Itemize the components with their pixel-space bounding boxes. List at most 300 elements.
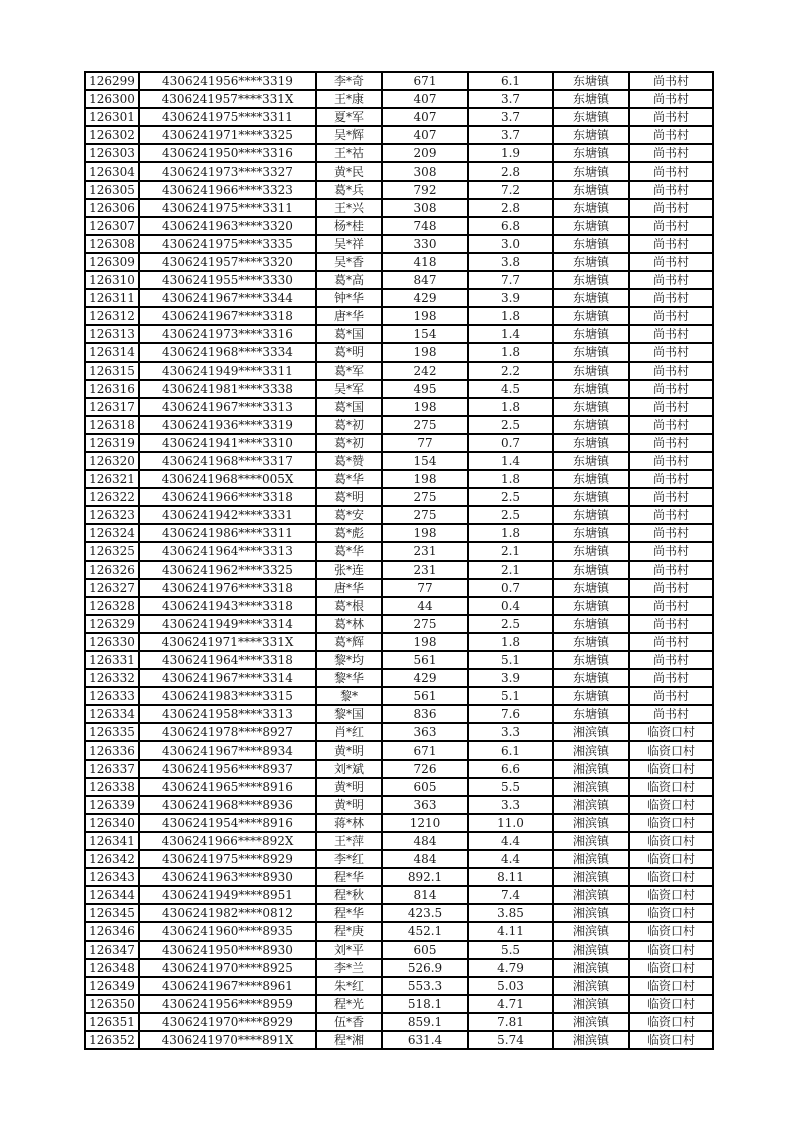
cell-serial-number: 126335 [85,723,139,741]
records-table-body [85,72,713,1049]
cell-area: 6.1 [468,72,553,90]
cell-village: 临资口村 [629,814,713,832]
cell-serial-number: 126345 [85,904,139,922]
cell-area: 11.0 [468,814,553,832]
table-row [85,633,713,651]
cell-area: 1.4 [468,325,553,343]
cell-id-number: 4306241986****3311 [139,524,316,542]
cell-id-number: 4306241975****3335 [139,235,316,253]
cell-area: 1.8 [468,470,553,488]
cell-id-number: 4306241966****892X [139,832,316,850]
cell-serial-number: 126351 [85,1013,139,1031]
cell-serial-number: 126337 [85,760,139,778]
cell-serial-number: 126321 [85,470,139,488]
cell-serial-number: 126348 [85,959,139,977]
cell-person-name: 钟*华 [316,289,382,307]
cell-area: 3.3 [468,723,553,741]
cell-area: 2.8 [468,162,553,180]
cell-town: 东塘镇 [553,235,629,253]
cell-town: 东塘镇 [553,633,629,651]
cell-person-name: 程*光 [316,995,382,1013]
cell-serial-number: 126316 [85,380,139,398]
cell-person-name: 黄*明 [316,778,382,796]
cell-town: 东塘镇 [553,199,629,217]
cell-amount: 748 [382,217,468,235]
cell-amount: 308 [382,199,468,217]
cell-village: 尚书村 [629,434,713,452]
cell-town: 湘滨镇 [553,760,629,778]
cell-area: 4.79 [468,959,553,977]
cell-person-name: 唐*华 [316,307,382,325]
cell-town: 东塘镇 [553,416,629,434]
cell-person-name: 李*兰 [316,959,382,977]
cell-town: 湘滨镇 [553,959,629,977]
cell-town: 东塘镇 [553,289,629,307]
cell-amount: 275 [382,416,468,434]
cell-amount: 429 [382,289,468,307]
cell-area: 3.7 [468,126,553,144]
cell-area: 2.5 [468,416,553,434]
cell-area: 2.5 [468,615,553,633]
cell-village: 临资口村 [629,904,713,922]
cell-town: 湘滨镇 [553,778,629,796]
cell-amount: 363 [382,723,468,741]
table-row [85,307,713,325]
cell-serial-number: 126300 [85,90,139,108]
cell-area: 1.8 [468,398,553,416]
cell-serial-number: 126343 [85,868,139,886]
cell-serial-number: 126338 [85,778,139,796]
cell-village: 临资口村 [629,868,713,886]
cell-village: 临资口村 [629,959,713,977]
cell-serial-number: 126317 [85,398,139,416]
cell-amount: 526.9 [382,959,468,977]
cell-id-number: 4306241950****8930 [139,941,316,959]
cell-area: 5.1 [468,651,553,669]
cell-town: 东塘镇 [553,470,629,488]
cell-village: 尚书村 [629,199,713,217]
cell-person-name: 黎* [316,687,382,705]
cell-amount: 671 [382,741,468,759]
cell-id-number: 4306241963****3320 [139,217,316,235]
cell-person-name: 葛*初 [316,416,382,434]
cell-id-number: 4306241949****8951 [139,886,316,904]
cell-serial-number: 126328 [85,597,139,615]
cell-id-number: 4306241962****3325 [139,561,316,579]
cell-person-name: 黎*均 [316,651,382,669]
cell-serial-number: 126303 [85,144,139,162]
cell-amount: 242 [382,362,468,380]
cell-town: 东塘镇 [553,434,629,452]
cell-serial-number: 126325 [85,542,139,560]
cell-village: 临资口村 [629,1031,713,1049]
cell-town: 东塘镇 [553,162,629,180]
table-row [85,669,713,687]
cell-village: 尚书村 [629,579,713,597]
cell-person-name: 葛*明 [316,488,382,506]
table-row [85,705,713,723]
cell-amount: 330 [382,235,468,253]
cell-id-number: 4306241960****8935 [139,922,316,940]
cell-town: 东塘镇 [553,362,629,380]
cell-id-number: 4306241942****3331 [139,506,316,524]
cell-area: 0.4 [468,597,553,615]
cell-amount: 452.1 [382,922,468,940]
cell-person-name: 程*华 [316,904,382,922]
cell-person-name: 葛*军 [316,362,382,380]
cell-serial-number: 126306 [85,199,139,217]
cell-area: 3.7 [468,108,553,126]
cell-id-number: 4306241967****3313 [139,398,316,416]
cell-village: 尚书村 [629,108,713,126]
cell-village: 尚书村 [629,325,713,343]
cell-area: 2.8 [468,199,553,217]
table-row [85,1031,713,1049]
cell-village: 尚书村 [629,289,713,307]
table-row [85,904,713,922]
records-table [84,71,714,1050]
cell-person-name: 伍*香 [316,1013,382,1031]
cell-person-name: 程*湘 [316,1031,382,1049]
cell-amount: 154 [382,452,468,470]
cell-area: 1.4 [468,452,553,470]
table-row [85,796,713,814]
cell-id-number: 4306241968****3317 [139,452,316,470]
cell-person-name: 葛*华 [316,470,382,488]
cell-area: 2.5 [468,506,553,524]
cell-area: 4.4 [468,850,553,868]
cell-area: 2.1 [468,561,553,579]
cell-serial-number: 126315 [85,362,139,380]
cell-village: 临资口村 [629,977,713,995]
cell-area: 3.9 [468,289,553,307]
table-row [85,144,713,162]
cell-serial-number: 126332 [85,669,139,687]
cell-person-name: 黎*国 [316,705,382,723]
table-row [85,579,713,597]
cell-person-name: 葛*根 [316,597,382,615]
cell-person-name: 张*连 [316,561,382,579]
cell-id-number: 4306241982****0812 [139,904,316,922]
table-row [85,561,713,579]
cell-id-number: 4306241967****3314 [139,669,316,687]
cell-village: 尚书村 [629,253,713,271]
cell-serial-number: 126301 [85,108,139,126]
cell-area: 3.3 [468,796,553,814]
cell-town: 东塘镇 [553,524,629,542]
cell-serial-number: 126327 [85,579,139,597]
table-row [85,506,713,524]
cell-person-name: 李*红 [316,850,382,868]
cell-amount: 859.1 [382,1013,468,1031]
cell-town: 湘滨镇 [553,1013,629,1031]
cell-village: 尚书村 [629,524,713,542]
cell-id-number: 4306241968****3334 [139,343,316,361]
cell-area: 7.2 [468,181,553,199]
cell-person-name: 黄*明 [316,796,382,814]
cell-person-name: 肖*红 [316,723,382,741]
cell-area: 5.5 [468,778,553,796]
cell-town: 湘滨镇 [553,1031,629,1049]
cell-id-number: 4306241976****3318 [139,579,316,597]
cell-town: 东塘镇 [553,307,629,325]
cell-area: 7.81 [468,1013,553,1031]
table-row [85,959,713,977]
cell-person-name: 程*华 [316,868,382,886]
cell-id-number: 4306241967****8934 [139,741,316,759]
cell-village: 尚书村 [629,144,713,162]
cell-town: 湘滨镇 [553,796,629,814]
cell-amount: 726 [382,760,468,778]
cell-village: 尚书村 [629,687,713,705]
cell-serial-number: 126305 [85,181,139,199]
cell-town: 东塘镇 [553,253,629,271]
cell-amount: 198 [382,307,468,325]
cell-amount: 209 [382,144,468,162]
cell-amount: 154 [382,325,468,343]
cell-person-name: 吴*香 [316,253,382,271]
table-row [85,995,713,1013]
table-row [85,778,713,796]
cell-town: 东塘镇 [553,669,629,687]
cell-person-name: 葛*林 [316,615,382,633]
cell-amount: 77 [382,579,468,597]
cell-person-name: 夏*军 [316,108,382,126]
cell-village: 尚书村 [629,651,713,669]
cell-amount: 484 [382,832,468,850]
cell-id-number: 4306241966****3318 [139,488,316,506]
cell-person-name: 葛*安 [316,506,382,524]
cell-amount: 407 [382,108,468,126]
cell-village: 尚书村 [629,416,713,434]
cell-amount: 308 [382,162,468,180]
cell-amount: 231 [382,561,468,579]
cell-area: 3.9 [468,669,553,687]
cell-area: 6.6 [468,760,553,778]
cell-id-number: 4306241964****3313 [139,542,316,560]
cell-amount: 275 [382,615,468,633]
cell-serial-number: 126310 [85,271,139,289]
cell-amount: 847 [382,271,468,289]
cell-amount: 518.1 [382,995,468,1013]
table-row [85,470,713,488]
cell-amount: 892.1 [382,868,468,886]
cell-id-number: 4306241971****331X [139,633,316,651]
cell-person-name: 王*萍 [316,832,382,850]
cell-serial-number: 126312 [85,307,139,325]
cell-id-number: 4306241970****8925 [139,959,316,977]
table-row [85,398,713,416]
cell-id-number: 4306241973****3327 [139,162,316,180]
cell-village: 尚书村 [629,217,713,235]
cell-amount: 198 [382,398,468,416]
table-row [85,1013,713,1031]
cell-town: 东塘镇 [553,90,629,108]
cell-town: 湘滨镇 [553,995,629,1013]
cell-id-number: 4306241967****8961 [139,977,316,995]
cell-town: 湘滨镇 [553,814,629,832]
cell-serial-number: 126326 [85,561,139,579]
cell-person-name: 葛*高 [316,271,382,289]
cell-town: 湘滨镇 [553,977,629,995]
cell-id-number: 4306241956****8959 [139,995,316,1013]
cell-town: 湘滨镇 [553,904,629,922]
cell-person-name: 吴*辉 [316,126,382,144]
cell-id-number: 4306241958****3313 [139,705,316,723]
cell-id-number: 4306241973****3316 [139,325,316,343]
cell-serial-number: 126299 [85,72,139,90]
cell-area: 4.11 [468,922,553,940]
table-row [85,741,713,759]
table-row [85,922,713,940]
cell-serial-number: 126346 [85,922,139,940]
cell-area: 8.11 [468,868,553,886]
cell-town: 东塘镇 [553,325,629,343]
table-row [85,325,713,343]
table-row [85,488,713,506]
cell-id-number: 4306241968****8936 [139,796,316,814]
cell-village: 尚书村 [629,488,713,506]
cell-area: 6.8 [468,217,553,235]
cell-serial-number: 126302 [85,126,139,144]
cell-town: 湘滨镇 [553,850,629,868]
cell-amount: 484 [382,850,468,868]
cell-serial-number: 126309 [85,253,139,271]
cell-village: 尚书村 [629,307,713,325]
cell-area: 7.4 [468,886,553,904]
cell-person-name: 葛*国 [316,325,382,343]
cell-town: 东塘镇 [553,506,629,524]
cell-town: 湘滨镇 [553,741,629,759]
cell-town: 东塘镇 [553,542,629,560]
cell-area: 5.03 [468,977,553,995]
cell-person-name: 王*康 [316,90,382,108]
cell-area: 5.1 [468,687,553,705]
cell-village: 尚书村 [629,380,713,398]
cell-person-name: 葛*兵 [316,181,382,199]
table-row [85,72,713,90]
table-row [85,452,713,470]
cell-serial-number: 126333 [85,687,139,705]
cell-town: 东塘镇 [553,343,629,361]
cell-village: 临资口村 [629,1013,713,1031]
cell-serial-number: 126349 [85,977,139,995]
cell-village: 临资口村 [629,922,713,940]
cell-village: 临资口村 [629,995,713,1013]
cell-village: 尚书村 [629,235,713,253]
cell-id-number: 4306241949****3314 [139,615,316,633]
cell-serial-number: 126329 [85,615,139,633]
cell-amount: 423.5 [382,904,468,922]
cell-town: 湘滨镇 [553,723,629,741]
cell-area: 5.5 [468,941,553,959]
cell-village: 临资口村 [629,850,713,868]
cell-id-number: 4306241964****3318 [139,651,316,669]
cell-serial-number: 126342 [85,850,139,868]
cell-amount: 77 [382,434,468,452]
cell-amount: 44 [382,597,468,615]
cell-amount: 198 [382,633,468,651]
table-row [85,108,713,126]
cell-town: 东塘镇 [553,615,629,633]
cell-village: 临资口村 [629,778,713,796]
table-row [85,343,713,361]
cell-village: 临资口村 [629,941,713,959]
cell-amount: 275 [382,488,468,506]
cell-town: 东塘镇 [553,705,629,723]
cell-serial-number: 126319 [85,434,139,452]
cell-town: 东塘镇 [553,561,629,579]
cell-person-name: 刘*平 [316,941,382,959]
table-row [85,651,713,669]
cell-village: 尚书村 [629,669,713,687]
cell-village: 临资口村 [629,760,713,778]
cell-person-name: 黎*华 [316,669,382,687]
cell-amount: 407 [382,90,468,108]
cell-id-number: 4306241968****005X [139,470,316,488]
cell-serial-number: 126323 [85,506,139,524]
cell-id-number: 4306241965****8916 [139,778,316,796]
cell-amount: 231 [382,542,468,560]
cell-person-name: 黄*民 [316,162,382,180]
cell-serial-number: 126334 [85,705,139,723]
cell-serial-number: 126340 [85,814,139,832]
cell-serial-number: 126318 [85,416,139,434]
cell-id-number: 4306241949****3311 [139,362,316,380]
cell-town: 东塘镇 [553,488,629,506]
cell-village: 尚书村 [629,542,713,560]
cell-serial-number: 126324 [85,524,139,542]
cell-area: 1.8 [468,633,553,651]
cell-id-number: 4306241941****3310 [139,434,316,452]
cell-serial-number: 126344 [85,886,139,904]
cell-village: 尚书村 [629,561,713,579]
cell-id-number: 4306241943****3318 [139,597,316,615]
cell-serial-number: 126330 [85,633,139,651]
cell-amount: 363 [382,796,468,814]
cell-area: 3.85 [468,904,553,922]
cell-amount: 836 [382,705,468,723]
table-row [85,814,713,832]
table-row [85,289,713,307]
cell-town: 东塘镇 [553,126,629,144]
cell-town: 湘滨镇 [553,832,629,850]
cell-town: 东塘镇 [553,579,629,597]
cell-person-name: 朱*红 [316,977,382,995]
cell-village: 尚书村 [629,90,713,108]
cell-amount: 418 [382,253,468,271]
table-row [85,597,713,615]
cell-village: 尚书村 [629,615,713,633]
cell-id-number: 4306241975****3311 [139,199,316,217]
cell-area: 0.7 [468,579,553,597]
cell-amount: 495 [382,380,468,398]
table-row [85,199,713,217]
cell-town: 湘滨镇 [553,868,629,886]
cell-serial-number: 126311 [85,289,139,307]
cell-village: 尚书村 [629,72,713,90]
cell-id-number: 4306241967****3318 [139,307,316,325]
cell-area: 1.8 [468,524,553,542]
cell-amount: 605 [382,941,468,959]
cell-town: 东塘镇 [553,217,629,235]
cell-village: 尚书村 [629,362,713,380]
cell-town: 东塘镇 [553,687,629,705]
cell-village: 尚书村 [629,271,713,289]
cell-village: 尚书村 [629,343,713,361]
cell-person-name: 王*祜 [316,144,382,162]
table-row [85,90,713,108]
